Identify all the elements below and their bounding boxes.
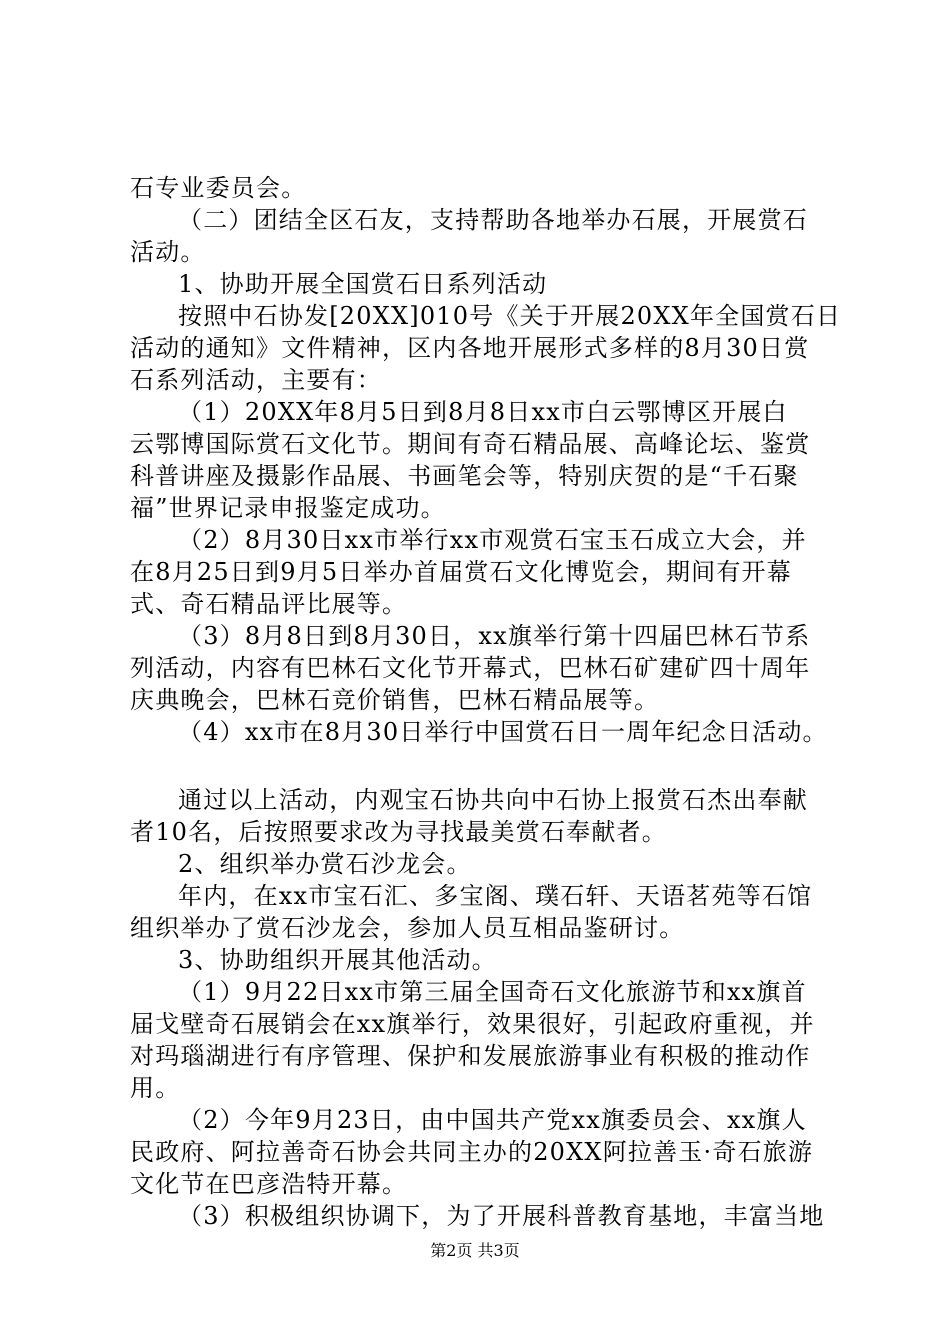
text-line: 石专业委员会。	[130, 174, 307, 202]
text-line: 组织举办了赏石沙龙会，参加人员互相品鉴研讨。	[130, 914, 685, 942]
text-line: （4）xx市在8月30日举行中国赏石日一周年纪念日活动。	[178, 718, 828, 746]
text-line: 按照中石协发[20XX]010号《关于开展20XX年全国赏石日	[178, 302, 842, 330]
text-line: 年内，在xx市宝石汇、多宝阁、璞石轩、天语茗苑等石馆	[178, 882, 813, 910]
text-line: （1）20XX年8月5日到8月8日xx市白云鄂博区开展白	[178, 398, 788, 426]
text-line: （2）今年9月23日，由中国共产党xx旗委员会、xx旗人	[178, 1106, 807, 1134]
text-line: 活动。	[130, 238, 206, 266]
text-line: （1）9月22日xx市第三届全国奇石文化旅游节和xx旗首	[178, 978, 807, 1006]
text-line: 者10名，后按照要求改为寻找最美赏石奉献者。	[130, 818, 667, 846]
text-line: 通过以上活动，内观宝石协共向中石协上报赏石杰出奉献	[178, 786, 808, 814]
text-line: 活动的通知》文件精神，区内各地开展形式多样的8月30日赏	[130, 334, 810, 362]
text-line: 科普讲座及摄影作品展、书画笔会等，特别庆贺的是“千石聚	[130, 462, 799, 490]
text-line: 3、协助组织开展其他活动。	[178, 946, 497, 974]
text-line: 2、组织举办赏石沙龙会。	[178, 850, 472, 878]
text-line: 对玛瑙湖进行有序管理、保护和发展旅游事业有积极的推动作	[130, 1042, 811, 1070]
text-line: 庆典晚会，巴林石竞价销售，巴林石精品展等。	[130, 686, 660, 714]
text-line: 1、协助开展全国赏石日系列活动	[178, 270, 548, 298]
text-line: 福”世界记录申报鉴定成功。	[130, 494, 446, 522]
text-line: 文化节在巴彦浩特开幕。	[130, 1170, 408, 1198]
text-line: 列活动，内容有巴林石文化节开幕式，巴林石矿建矿四十周年	[130, 654, 811, 682]
text-line: 用。	[130, 1074, 181, 1102]
text-line: 民政府、阿拉善奇石协会共同主办的20XX阿拉善玉·奇石旅游	[130, 1138, 814, 1166]
text-line: 在8月25日到9月5日举办首届赏石文化博览会，期间有开幕	[130, 558, 792, 586]
text-line: （二）团结全区石友，支持帮助各地举办石展，开展赏石	[178, 206, 808, 234]
page-footer: 第2页 共3页	[430, 1241, 520, 1260]
text-line: 石系列活动，主要有：	[130, 366, 382, 394]
text-line: （3）8月8日到8月30日，xx旗举行第十四届巴林石节系	[178, 622, 811, 650]
text-line: （3）积极组织协调下，为了开展科普教育基地，丰富当地	[178, 1202, 825, 1230]
text-line: （2）8月30日xx市举行xx市观赏石宝玉石成立大会，并	[178, 526, 807, 554]
text-line: 式、奇石精品评比展等。	[130, 590, 408, 618]
text-line: 届戈壁奇石展销会在xx旗举行，效果很好，引起政府重视，并	[130, 1010, 815, 1038]
text-line: 云鄂博国际赏石文化节。期间有奇石精品展、高峰论坛、鉴赏	[130, 430, 811, 458]
